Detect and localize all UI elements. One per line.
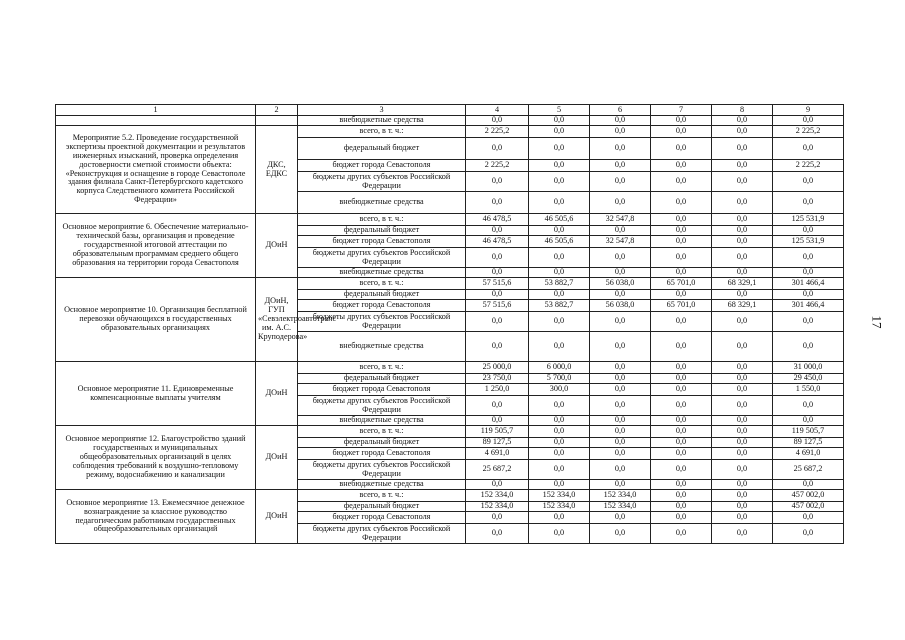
header-row <box>56 105 844 116</box>
value-cell: 0,0 <box>712 160 773 172</box>
funding-source-cell: бюджет города Севастополя <box>298 384 466 396</box>
value-cell: 0,0 <box>651 502 712 512</box>
funding-source-cell: бюджет города Севастополя <box>298 160 466 172</box>
value-cell: 46 505,6 <box>529 236 590 248</box>
funding-source-cell: бюджеты других субъектов Российской Федерации <box>298 396 466 416</box>
value-cell: 2 225,2 <box>773 126 844 138</box>
value-cell: 0,0 <box>466 172 529 192</box>
value-cell: 152 334,0 <box>590 502 651 512</box>
value-cell: 0,0 <box>529 426 590 438</box>
col-header: 6 <box>590 105 651 116</box>
value-cell: 0,0 <box>651 312 712 332</box>
table-row <box>56 126 844 138</box>
value-cell: 0,0 <box>712 116 773 126</box>
activity-cell: Мероприятие 5.2. Проведение государственной экспертизы проектной документации и результатов инженерных изысканий, проверка определения достоверности сметной стоимости объекта: «Реконструкция и оснащение в городе Севастополе здания филиала Санкт-Петербургского кадетского корпуса Следственного комитета Российской Федерации» <box>56 126 256 214</box>
value-cell: 56 038,0 <box>590 278 651 290</box>
value-cell: 0,0 <box>651 396 712 416</box>
value-cell: 0,0 <box>590 524 651 544</box>
value-cell: 0,0 <box>651 290 712 300</box>
value-cell: 2 225,2 <box>466 160 529 172</box>
value-cell: 0,0 <box>529 524 590 544</box>
value-cell: 152 334,0 <box>529 490 590 502</box>
value-cell: 0,0 <box>529 172 590 192</box>
activity-cell: Основное мероприятие 10. Организация бесплатной перевозки обучающихся в государственных образовательных организациях <box>56 278 256 362</box>
value-cell: 0,0 <box>529 126 590 138</box>
value-cell: 0,0 <box>712 268 773 278</box>
value-cell: 2 225,2 <box>773 160 844 172</box>
budget-table <box>55 104 844 544</box>
value-cell: 0,0 <box>712 480 773 490</box>
table-row <box>56 362 844 374</box>
value-cell: 0,0 <box>466 396 529 416</box>
value-cell: 0,0 <box>651 268 712 278</box>
funding-source-cell: федеральный бюджет <box>298 438 466 448</box>
value-cell: 0,0 <box>590 172 651 192</box>
value-cell: 0,0 <box>712 396 773 416</box>
col-header: 5 <box>529 105 590 116</box>
value-cell: 0,0 <box>466 332 529 362</box>
funding-source-cell: внебюджетные средства <box>298 268 466 278</box>
table-body <box>56 116 844 544</box>
funding-source-cell: федеральный бюджет <box>298 374 466 384</box>
value-cell: 0,0 <box>773 416 844 426</box>
value-cell: 0,0 <box>651 116 712 126</box>
executor-cell: ДОиН <box>256 214 298 278</box>
value-cell: 0,0 <box>529 512 590 524</box>
funding-source-cell: внебюджетные средства <box>298 416 466 426</box>
col-header: 7 <box>651 105 712 116</box>
value-cell: 0,0 <box>773 138 844 160</box>
value-cell: 0,0 <box>590 374 651 384</box>
value-cell: 0,0 <box>712 332 773 362</box>
value-cell: 0,0 <box>773 248 844 268</box>
value-cell: 152 334,0 <box>529 502 590 512</box>
value-cell: 0,0 <box>529 290 590 300</box>
value-cell: 0,0 <box>651 226 712 236</box>
executor-cell <box>256 116 298 126</box>
value-cell: 0,0 <box>466 226 529 236</box>
value-cell: 0,0 <box>590 448 651 460</box>
value-cell: 119 505,7 <box>466 426 529 438</box>
executor-cell: ДОиН, ГУП «Севэлектроавтотранс им. А.С. Круподерова» <box>256 278 298 362</box>
value-cell: 0,0 <box>590 312 651 332</box>
table-row <box>56 278 844 290</box>
value-cell: 0,0 <box>529 160 590 172</box>
value-cell: 0,0 <box>529 226 590 236</box>
value-cell: 0,0 <box>529 138 590 160</box>
funding-source-cell: бюджет города Севастополя <box>298 512 466 524</box>
funding-source-cell: всего, в т. ч.: <box>298 490 466 502</box>
executor-cell: ДОиН <box>256 362 298 426</box>
value-cell: 0,0 <box>712 512 773 524</box>
value-cell: 0,0 <box>773 524 844 544</box>
funding-source-cell: внебюджетные средства <box>298 332 466 362</box>
activity-cell: Основное мероприятие 11. Единовременные компенсационные выплаты учителям <box>56 362 256 426</box>
value-cell: 0,0 <box>529 480 590 490</box>
value-cell: 0,0 <box>773 268 844 278</box>
value-cell: 0,0 <box>773 512 844 524</box>
activity-cell: Основное мероприятие 6. Обеспечение материально-технической базы, организация и проведение государственной итоговой аттестации по образовательным программам среднего общего образования на территории города Севастополя <box>56 214 256 278</box>
col-header: 2 <box>256 105 298 116</box>
value-cell: 0,0 <box>590 396 651 416</box>
col-header: 1 <box>56 105 256 116</box>
funding-source-cell: всего, в т. ч.: <box>298 362 466 374</box>
value-cell: 0,0 <box>773 312 844 332</box>
value-cell: 0,0 <box>466 268 529 278</box>
value-cell: 29 450,0 <box>773 374 844 384</box>
value-cell: 0,0 <box>712 214 773 226</box>
value-cell: 0,0 <box>529 448 590 460</box>
value-cell: 68 329,1 <box>712 300 773 312</box>
value-cell: 152 334,0 <box>466 502 529 512</box>
value-cell: 25 687,2 <box>773 460 844 480</box>
value-cell: 4 691,0 <box>773 448 844 460</box>
value-cell: 56 038,0 <box>590 300 651 312</box>
value-cell: 0,0 <box>712 312 773 332</box>
value-cell: 0,0 <box>651 374 712 384</box>
value-cell: 0,0 <box>651 248 712 268</box>
value-cell: 0,0 <box>712 290 773 300</box>
value-cell: 0,0 <box>712 138 773 160</box>
value-cell: 0,0 <box>529 396 590 416</box>
value-cell: 0,0 <box>529 460 590 480</box>
value-cell: 1 250,0 <box>466 384 529 396</box>
value-cell: 32 547,8 <box>590 236 651 248</box>
value-cell: 152 334,0 <box>466 490 529 502</box>
value-cell: 0,0 <box>651 480 712 490</box>
value-cell: 0,0 <box>590 138 651 160</box>
col-header: 9 <box>773 105 844 116</box>
value-cell: 0,0 <box>651 426 712 438</box>
value-cell: 0,0 <box>466 480 529 490</box>
funding-source-cell: федеральный бюджет <box>298 290 466 300</box>
table-row <box>56 214 844 226</box>
value-cell: 0,0 <box>712 426 773 438</box>
funding-source-cell: всего, в т. ч.: <box>298 278 466 290</box>
value-cell: 0,0 <box>590 226 651 236</box>
value-cell: 0,0 <box>651 192 712 214</box>
value-cell: 0,0 <box>651 416 712 426</box>
value-cell: 0,0 <box>466 248 529 268</box>
funding-source-cell: федеральный бюджет <box>298 138 466 160</box>
value-cell: 32 547,8 <box>590 214 651 226</box>
funding-source-cell: бюджет города Севастополя <box>298 448 466 460</box>
value-cell: 68 329,1 <box>712 278 773 290</box>
value-cell: 0,0 <box>590 438 651 448</box>
value-cell: 0,0 <box>466 290 529 300</box>
value-cell: 0,0 <box>529 416 590 426</box>
value-cell: 0,0 <box>590 480 651 490</box>
value-cell: 0,0 <box>590 268 651 278</box>
value-cell: 0,0 <box>651 448 712 460</box>
value-cell: 0,0 <box>712 362 773 374</box>
value-cell: 301 466,4 <box>773 300 844 312</box>
value-cell: 0,0 <box>651 126 712 138</box>
funding-source-cell: бюджеты других субъектов Российской Федерации <box>298 172 466 192</box>
executor-cell: ДОиН <box>256 490 298 544</box>
table-row <box>56 426 844 438</box>
funding-source-cell: всего, в т. ч.: <box>298 426 466 438</box>
value-cell: 0,0 <box>773 290 844 300</box>
value-cell: 25 000,0 <box>466 362 529 374</box>
value-cell: 0,0 <box>651 172 712 192</box>
activity-cell <box>56 116 256 126</box>
value-cell: 0,0 <box>651 460 712 480</box>
value-cell: 0,0 <box>712 248 773 268</box>
value-cell: 57 515,6 <box>466 300 529 312</box>
value-cell: 0,0 <box>712 172 773 192</box>
value-cell: 0,0 <box>590 290 651 300</box>
value-cell: 2 225,2 <box>466 126 529 138</box>
value-cell: 53 882,7 <box>529 300 590 312</box>
value-cell: 0,0 <box>466 312 529 332</box>
value-cell: 0,0 <box>712 416 773 426</box>
value-cell: 0,0 <box>590 384 651 396</box>
value-cell: 65 701,0 <box>651 300 712 312</box>
value-cell: 0,0 <box>712 236 773 248</box>
value-cell: 0,0 <box>651 332 712 362</box>
col-header: 8 <box>712 105 773 116</box>
value-cell: 0,0 <box>466 512 529 524</box>
value-cell: 0,0 <box>590 332 651 362</box>
value-cell: 0,0 <box>590 126 651 138</box>
table-row <box>56 490 844 502</box>
value-cell: 0,0 <box>466 524 529 544</box>
value-cell: 0,0 <box>466 192 529 214</box>
value-cell: 53 882,7 <box>529 278 590 290</box>
value-cell: 0,0 <box>590 460 651 480</box>
executor-cell: ДОиН <box>256 426 298 490</box>
value-cell: 0,0 <box>773 332 844 362</box>
value-cell: 1 550,0 <box>773 384 844 396</box>
value-cell: 0,0 <box>466 416 529 426</box>
value-cell: 0,0 <box>651 512 712 524</box>
value-cell: 65 701,0 <box>651 278 712 290</box>
value-cell: 0,0 <box>651 236 712 248</box>
value-cell: 301 466,4 <box>773 278 844 290</box>
value-cell: 0,0 <box>712 490 773 502</box>
value-cell: 0,0 <box>712 126 773 138</box>
page-number: 17 <box>869 315 885 329</box>
value-cell: 0,0 <box>651 490 712 502</box>
value-cell: 0,0 <box>712 192 773 214</box>
value-cell: 4 691,0 <box>466 448 529 460</box>
value-cell: 0,0 <box>712 502 773 512</box>
value-cell: 0,0 <box>773 116 844 126</box>
value-cell: 0,0 <box>590 192 651 214</box>
value-cell: 0,0 <box>651 214 712 226</box>
value-cell: 0,0 <box>529 192 590 214</box>
value-cell: 0,0 <box>529 312 590 332</box>
value-cell: 0,0 <box>466 138 529 160</box>
value-cell: 0,0 <box>590 512 651 524</box>
value-cell: 0,0 <box>651 438 712 448</box>
funding-source-cell: федеральный бюджет <box>298 226 466 236</box>
value-cell: 0,0 <box>712 448 773 460</box>
funding-source-cell: всего, в т. ч.: <box>298 126 466 138</box>
value-cell: 0,0 <box>529 332 590 362</box>
value-cell: 46 505,6 <box>529 214 590 226</box>
value-cell: 0,0 <box>712 374 773 384</box>
value-cell: 125 531,9 <box>773 214 844 226</box>
funding-source-cell: бюджеты других субъектов Российской Федерации <box>298 312 466 332</box>
value-cell: 25 687,2 <box>466 460 529 480</box>
value-cell: 46 478,5 <box>466 214 529 226</box>
value-cell: 0,0 <box>590 362 651 374</box>
value-cell: 0,0 <box>773 172 844 192</box>
value-cell: 0,0 <box>712 226 773 236</box>
value-cell: 0,0 <box>466 116 529 126</box>
value-cell: 89 127,5 <box>466 438 529 448</box>
value-cell: 0,0 <box>651 362 712 374</box>
value-cell: 119 505,7 <box>773 426 844 438</box>
value-cell: 0,0 <box>773 396 844 416</box>
activity-cell: Основное мероприятие 12. Благоустройство зданий государственных и муниципальных общеобразовательных организаций в целях соблюдения требований к воздушно-тепловому режиму, водоснабжению и канализации <box>56 426 256 490</box>
funding-source-cell: внебюджетные средства <box>298 116 466 126</box>
funding-source-cell: бюджет города Севастополя <box>298 236 466 248</box>
value-cell: 23 750,0 <box>466 374 529 384</box>
value-cell: 6 000,0 <box>529 362 590 374</box>
funding-source-cell: всего, в т. ч.: <box>298 214 466 226</box>
value-cell: 457 002,0 <box>773 490 844 502</box>
funding-source-cell: бюджет города Севастополя <box>298 300 466 312</box>
value-cell: 0,0 <box>651 138 712 160</box>
value-cell: 0,0 <box>590 416 651 426</box>
col-header: 4 <box>466 105 529 116</box>
activity-cell: Основное мероприятие 13. Ежемесячное денежное вознаграждение за классное руководство педагогическим работникам государственных общеобразовательных организаций <box>56 490 256 544</box>
value-cell: 0,0 <box>651 524 712 544</box>
value-cell: 89 127,5 <box>773 438 844 448</box>
executor-cell: ДКС, ЕДКС <box>256 126 298 214</box>
value-cell: 57 515,6 <box>466 278 529 290</box>
value-cell: 0,0 <box>529 438 590 448</box>
value-cell: 457 002,0 <box>773 502 844 512</box>
value-cell: 0,0 <box>590 160 651 172</box>
value-cell: 46 478,5 <box>466 236 529 248</box>
value-cell: 0,0 <box>590 248 651 268</box>
value-cell: 0,0 <box>773 226 844 236</box>
value-cell: 152 334,0 <box>590 490 651 502</box>
col-header: 3 <box>298 105 466 116</box>
value-cell: 0,0 <box>773 480 844 490</box>
value-cell: 0,0 <box>773 192 844 214</box>
value-cell: 0,0 <box>590 426 651 438</box>
funding-source-cell: внебюджетные средства <box>298 480 466 490</box>
value-cell: 125 531,9 <box>773 236 844 248</box>
value-cell: 0,0 <box>529 248 590 268</box>
table-row <box>56 116 844 126</box>
value-cell: 0,0 <box>651 384 712 396</box>
value-cell: 0,0 <box>712 438 773 448</box>
value-cell: 0,0 <box>651 160 712 172</box>
value-cell: 0,0 <box>712 524 773 544</box>
funding-source-cell: федеральный бюджет <box>298 502 466 512</box>
value-cell: 0,0 <box>712 384 773 396</box>
funding-source-cell: бюджеты других субъектов Российской Федерации <box>298 248 466 268</box>
funding-source-cell: внебюджетные средства <box>298 192 466 214</box>
value-cell: 31 000,0 <box>773 362 844 374</box>
funding-source-cell: бюджеты других субъектов Российской Федерации <box>298 524 466 544</box>
value-cell: 300,0 <box>529 384 590 396</box>
value-cell: 0,0 <box>590 116 651 126</box>
value-cell: 0,0 <box>529 116 590 126</box>
value-cell: 0,0 <box>712 460 773 480</box>
value-cell: 5 700,0 <box>529 374 590 384</box>
value-cell: 0,0 <box>529 268 590 278</box>
funding-source-cell: бюджеты других субъектов Российской Федерации <box>298 460 466 480</box>
